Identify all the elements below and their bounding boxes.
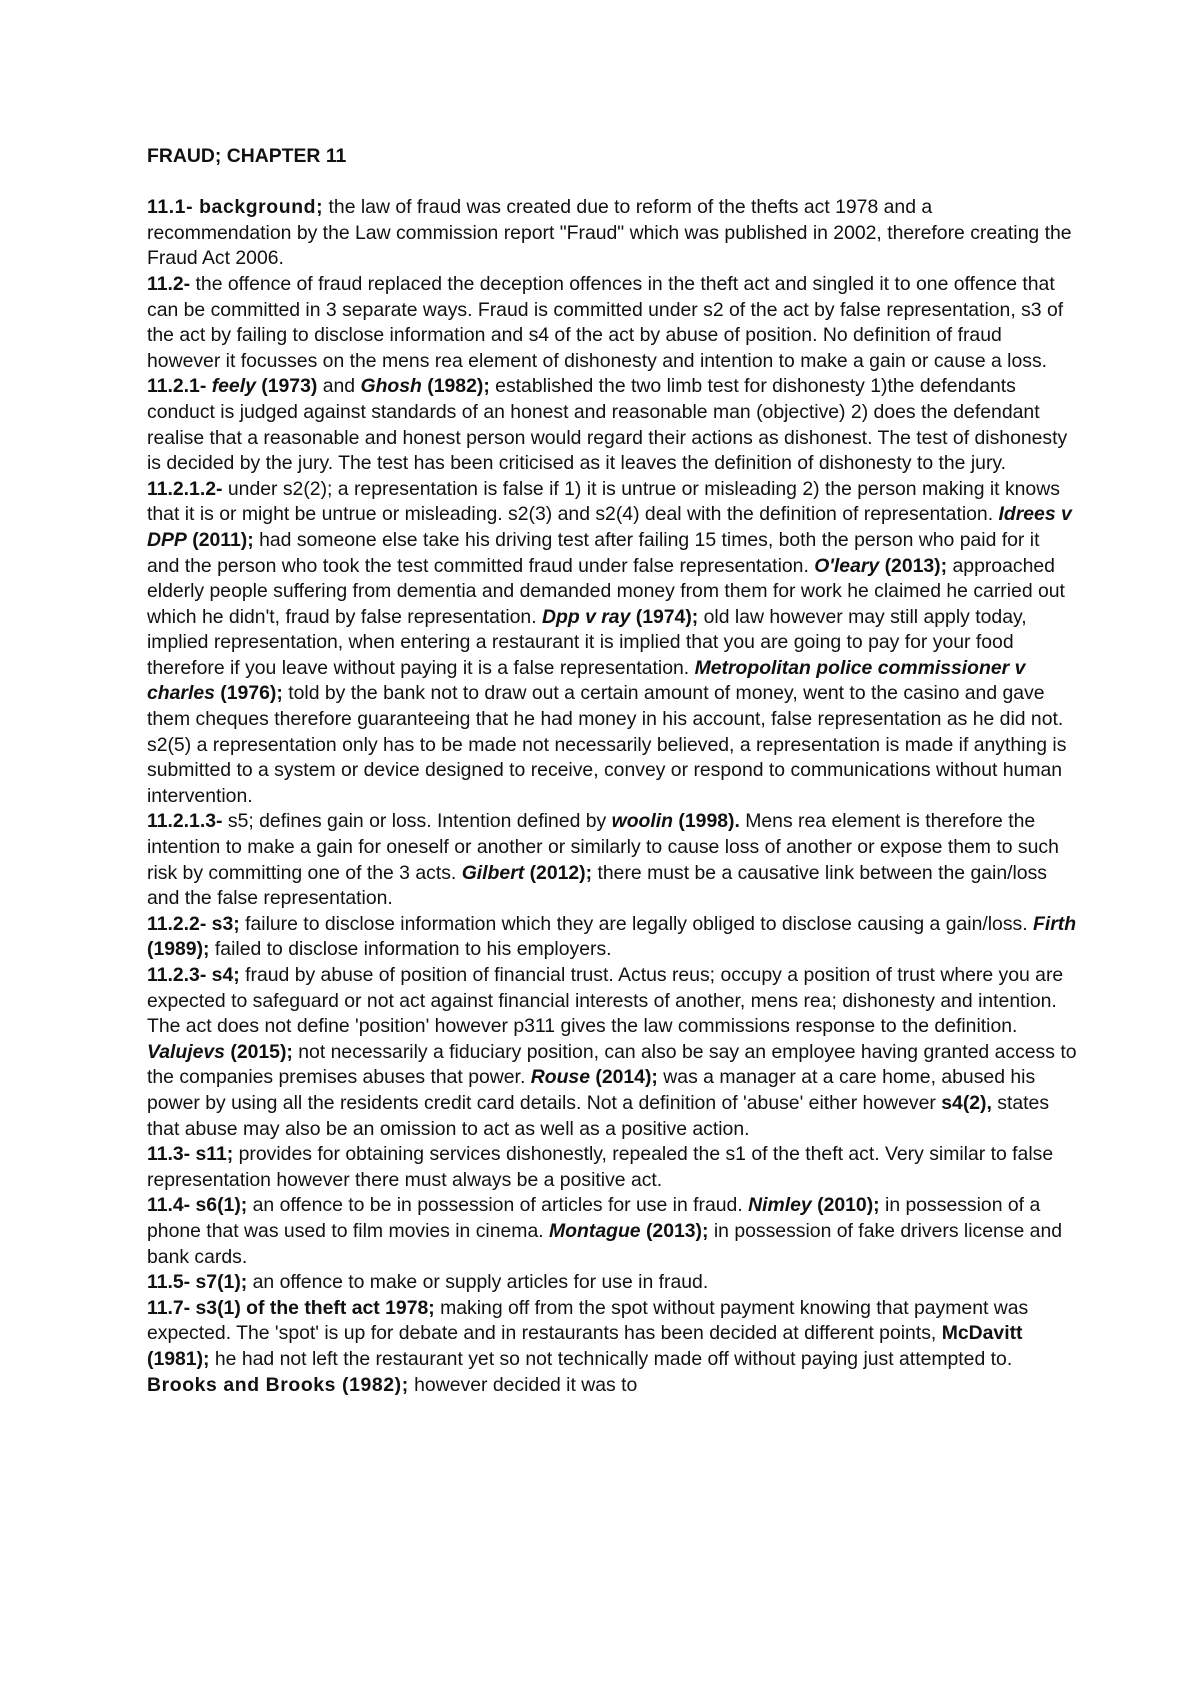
case-name: Valujevs [147, 1040, 225, 1063]
text-run: there must be a causative link between the gain/loss and the false representation. [147, 861, 1047, 910]
bold-run: (2012); [524, 861, 593, 884]
bold-run: (2011); [186, 528, 254, 551]
case-name: Gilbert [461, 861, 525, 884]
bold-run: (2010); [811, 1194, 880, 1217]
bold-run: (1974); [630, 605, 699, 628]
bold-run: (1989); [147, 938, 210, 961]
text-run: failure to disclose information which they are legally obliged to disclose causing a gain/loss. [239, 912, 1034, 935]
text-run: failed to disclose information to his employers. [209, 938, 612, 961]
paragraph-p11-2-1-3 [147, 809, 1077, 911]
bold-run: 11.2.3- s4; [147, 964, 240, 986]
paragraph-p11-4 [147, 1193, 1077, 1270]
text-run: was a manager at a care home, abused his power by using all the residents credit card details. Not a definition of 'abuse' either however [147, 1066, 1036, 1114]
paragraph-p11-2-2 [147, 912, 1077, 963]
text-run: approached elderly people suffering from dementia and demanded money from them for work he claimed he carried out which he didn't, fraud by false representation. [147, 554, 1065, 628]
text-run: had someone else take his driving test after failing 15 times, both the person who paid for it and the person who took the test committed fraud under false representation. [147, 528, 1040, 577]
bold-run: 11.2- [147, 272, 191, 295]
text-run: old law however may still apply today, implied representation, when entering a restaurant it is implied that you are going to pay for your food therefore if you leave without paying it is a false representation. [147, 605, 1027, 679]
case-name: Dpp v ray [541, 605, 631, 628]
text-run: in possession of fake drivers license and bank cards. [147, 1219, 1063, 1268]
paragraph-p11-2-1-2 [147, 477, 1077, 810]
case-name: Montague [549, 1219, 641, 1242]
bold-run: 11.7- s3(1) of the theft act 1978; [147, 1296, 435, 1319]
bold-run: McDavitt (1981); [147, 1322, 1023, 1370]
paragraph-p11-7 [147, 1296, 1077, 1398]
case-name: Firth [1033, 912, 1077, 935]
text-run: however decided it was to [408, 1373, 638, 1396]
text-run: s5; defines gain or loss. Intention defined by [222, 810, 612, 833]
bold-run: 11.1- background; [147, 196, 324, 219]
text-run: states that abuse may also be an omission to act as well as a positive action. [147, 1091, 1050, 1140]
bold-run: s4(2), [941, 1091, 992, 1114]
text-run: provides for obtaining services dishonestly, repealed the s1 of the theft act. Very similar to false representation however there must always be a positive act. [147, 1143, 1054, 1191]
text-run: the offence of fraud replaced the deception offences in the theft act and singled it to one offence that can be committed in 3 separate ways. Fraud is committed under s2 of the act by false representation, s3 of the act by failing to disclose information and s4 of the act by abuse of position. No definition of fraud however it focusses on the mens rea element of dishonesty and intention to make a gain or cause a loss. [147, 272, 1064, 372]
bold-run: 11.4- s6(1); [147, 1194, 248, 1217]
bold-run: 11.2.1.3- [147, 810, 223, 833]
paragraph-p11-1 [147, 195, 1077, 272]
document-body [147, 144, 1077, 1398]
text-run: fraud by abuse of position of financial trust. Actus reus; occupy a position of trust where you are expected to safeguard or not act against financial interests of another, mens rea; dishonesty and intention. The act does not define 'position' however p311 gives the law commissions response to the definition. [147, 964, 1064, 1038]
case-name: Nimley [748, 1194, 812, 1217]
case-name: O'leary [814, 554, 880, 577]
case-name: Rouse [530, 1066, 590, 1089]
bold-run: (2013); [640, 1219, 709, 1242]
text-run: and [317, 375, 361, 398]
text-run: told by the bank not to draw out a certain amount of money, went to the casino and gave them cheques therefore guaranteeing that he had money in his account, false representation as he did not. s2(5) a representation only has to be made not necessarily believed, a representation is made if anything is submitted to a system or device designed to receive, convey or respond to communications without human intervention. [147, 682, 1067, 807]
case-name: woolin [611, 810, 674, 833]
bold-run: 11.2.1- [147, 375, 212, 398]
bold-run: (1973) [255, 375, 318, 398]
bold-run: 11.2.1.2- [147, 477, 223, 500]
bold-run: (1976); [214, 682, 283, 705]
text-run: not necessarily a fiduciary position, can also be say an employee having granted access to the companies premises abuses that power. [147, 1040, 1077, 1089]
bold-run: (1998). [673, 810, 740, 833]
bold-run: Brooks and Brooks (1982); [147, 1373, 409, 1396]
bold-run: 11.5- s7(1); [147, 1271, 248, 1294]
text-run: an offence to make or supply articles for use in fraud. [247, 1271, 709, 1294]
bold-run: 11.2.2- s3; [147, 912, 240, 935]
text-run: under s2(2); a representation is false if 1) it is untrue or misleading 2) the person making it knows that it is or might be untrue or misleading. s2(3) and s2(4) deal with the definition of representation. [147, 477, 1060, 526]
paragraph-p11-5 [147, 1270, 1077, 1296]
case-name: feely [211, 375, 256, 398]
page-title: FRAUD; CHAPTER 11 [147, 145, 347, 167]
text-run: making off from the spot without payment knowing that payment was expected. The 'spot' is up for debate and in restaurants has been decided at different points, [147, 1296, 1029, 1345]
paragraph-p11-2-1 [147, 374, 1077, 476]
text-run: Mens rea element is therefore the intention to make a gain for oneself or another or similarly to cause loss of another or expose them to such risk by committing one of the 3 acts. [147, 810, 1059, 884]
bold-run: (2014); [589, 1066, 658, 1089]
case-name: Metropolitan police commissioner v charles [147, 656, 1026, 705]
paragraph-list [147, 195, 1077, 1398]
case-name: Ghosh [360, 375, 422, 398]
bold-run: 11.3- s11; [147, 1143, 234, 1166]
paragraph-p11-3 [147, 1142, 1077, 1193]
paragraph-p11-2 [147, 272, 1077, 374]
bold-run: (2015); [224, 1040, 293, 1063]
text-run: established the two limb test for dishonesty 1)the defendants conduct is judged against standards of an honest and reasonable man (objective) 2) does the defendant realise that a reasonable and honest person would regard their actions as dishonest. The test of dishonesty is decided by the jury. The test has been criticised as it leaves the definition of dishonesty to the jury. [147, 375, 1068, 475]
text-run: an offence to be in possession of articles for use in fraud. [247, 1194, 749, 1217]
bold-run: (2013); [879, 554, 948, 577]
text-run: in possession of a phone that was used to film movies in cinema. [147, 1194, 1041, 1242]
text-run: the law of fraud was created due to reform of the thefts act 1978 and a recommendation by the Law commission report "Fraud" which was published in 2002, therefore creating the Fraud Act 2006. [147, 196, 1072, 270]
paragraph-p11-2-3 [147, 963, 1077, 1142]
bold-run: (1982); [421, 375, 490, 398]
text-run: he had not left the restaurant yet so not technically made off without paying just attempted to. [209, 1347, 1013, 1370]
case-name: Idrees v DPP [147, 503, 1072, 551]
